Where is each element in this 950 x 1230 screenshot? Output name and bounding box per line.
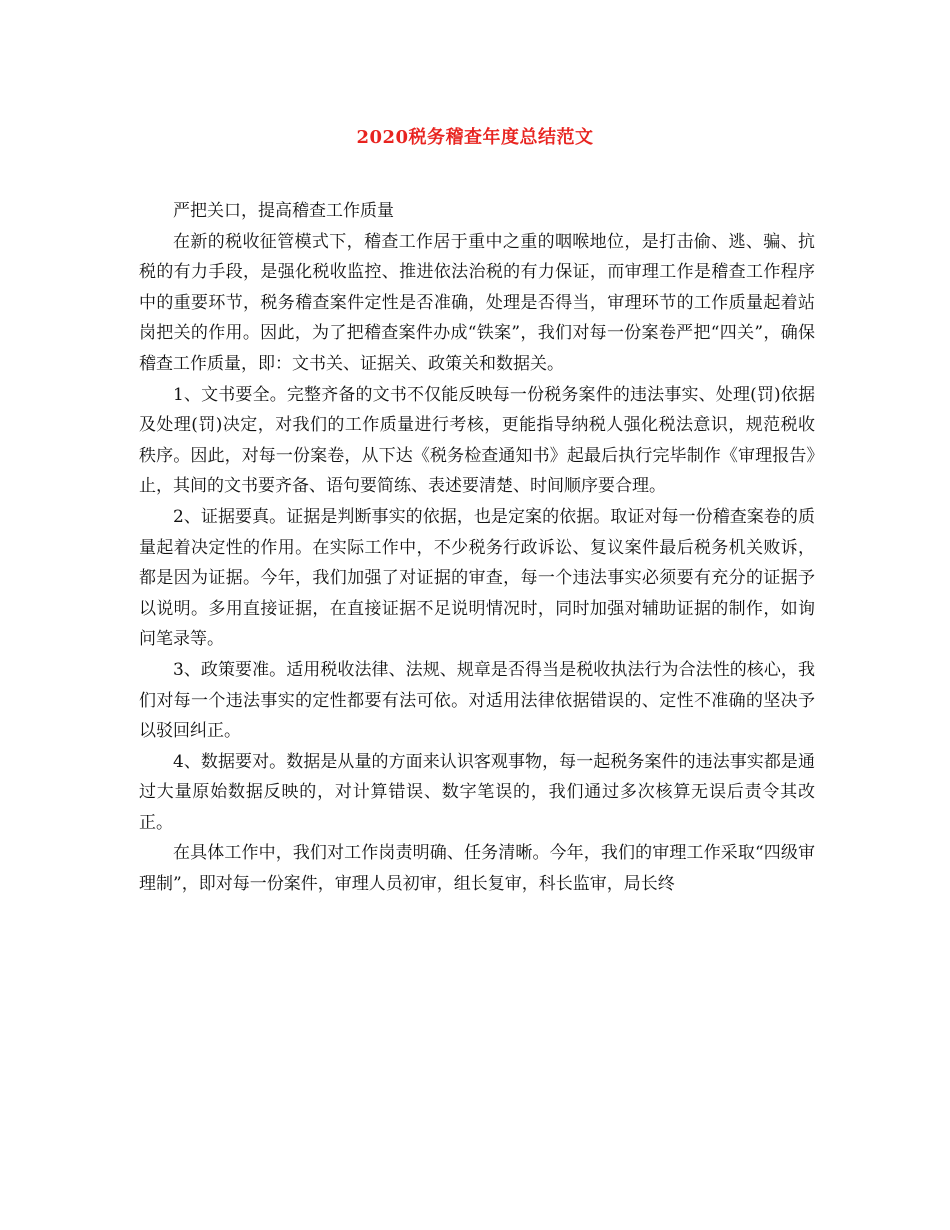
paragraph-policy: 3、政策要准。适用税收法律、法规、规章是否得当是税收执法行为合法性的核心，我们对每一个违法事实的定性都要有法可依。对适用法律依据错误的、定性不准确的坚决予以驳回纠正。 [139,659,815,742]
paragraph-workflow: 在具体工作中，我们对工作岗责明确、任务清晰。今年，我们的审理工作采取“四级审理制”，即对每一份案件，审理人员初审，组长复审，科长监审，局长终 [139,843,815,895]
section-heading: 严把关口，提高稽查工作质量 [173,201,394,221]
document-title: 2020税务稽查年度总结范文 [356,127,594,148]
paragraph-evidence: 2、证据要真。证据是判断事实的依据，也是定案的依据。取证对每一份稽查案卷的质量起着决定性的作用。在实际工作中，不少税务行政诉讼、复议案件最后税务机关败诉，都是因为证据。今年，我们加强了对证据的审查，每一个违法事实必须要有充分的证据予以说明。多用直接证据，在直接证据不足说明情况时，同时加强对辅助证据的制作，如询问笔录等。 [139,506,815,650]
paragraph-documents: 1、文书要全。完整齐备的文书不仅能反映每一份税务案件的违法事实、处理(罚)依据及处理(罚)决定，对我们的工作质量进行考核，更能指导纳税人强化税法意识，规范税收秩序。因此，对每一份案卷，从下达《税务检查通知书》起最后执行完毕制作《审理报告》止，其间的文书要齐备、语句要简练、表述要清楚、时间顺序要合理。 [139,384,815,497]
paragraph-intro: 在新的税收征管模式下，稽查工作居于重中之重的咽喉地位，是打击偷、逃、骗、抗税的有力手段，是强化税收监控、推进依法治税的有力保证，而审理工作是稽查工作程序中的重要环节，税务稽查案件定性是否准确，处理是否得当，审理环节的工作质量起着站岗把关的作用。因此，为了把稽查案件办成“铁案”，我们对每一份案卷严把“四关”，确保稽查工作质量，即：文书关、证据关、政策关和数据关。 [139,231,815,374]
document-body [139,196,815,900]
paragraph-data: 4、数据要对。数据是从量的方面来认识客观事物，每一起税务案件的违法事实都是通过大量原始数据反映的，对计算错误、数字笔误的，我们通过多次核算无误后责令其改正。 [139,751,815,833]
